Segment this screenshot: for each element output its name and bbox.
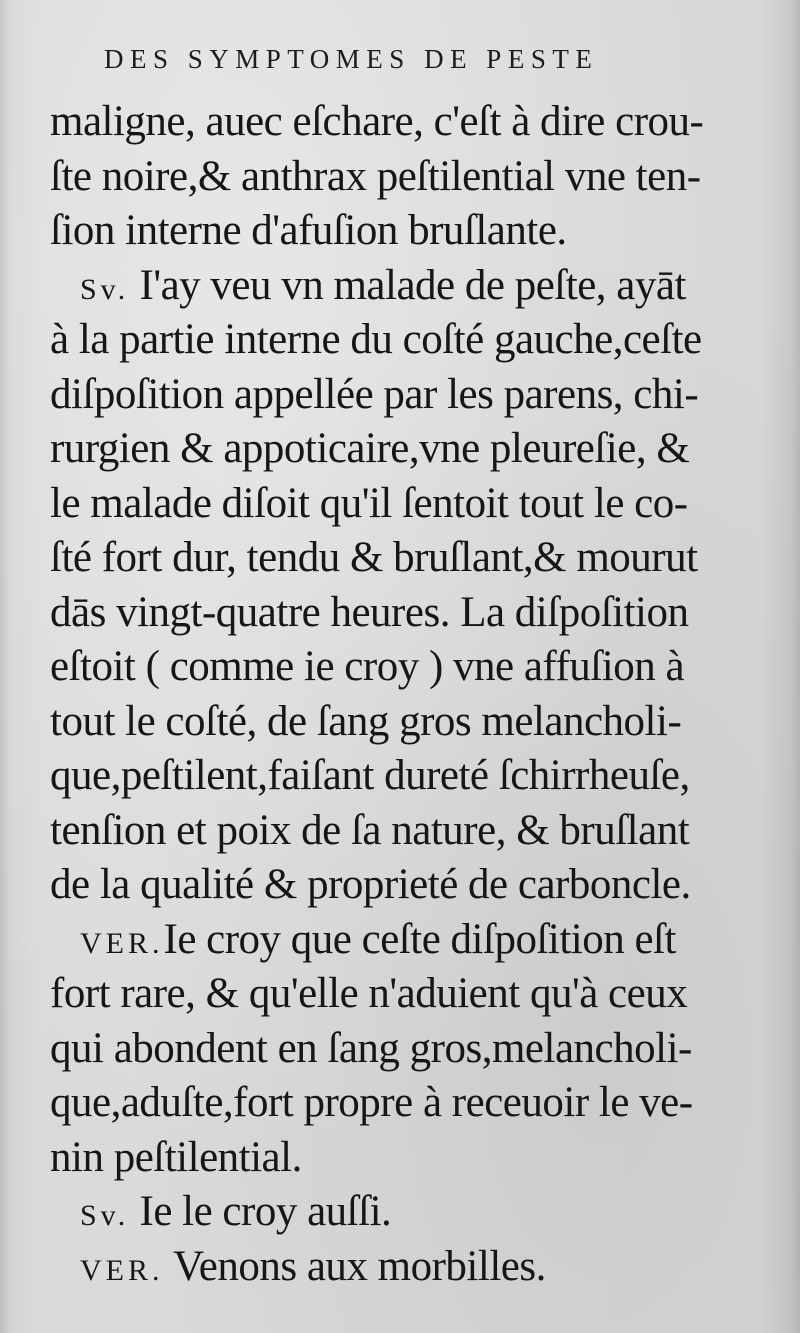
line-text: qui abondent en ſang gros,melancholi- <box>50 1024 692 1072</box>
running-head: DES SYMPTOMES DE PESTE <box>104 44 599 74</box>
line-text: ſté fort dur, tendu & bruſlant,& mourut <box>50 534 698 581</box>
text-line <box>50 1076 750 1131</box>
text-line <box>50 1022 750 1077</box>
text-line <box>50 204 750 259</box>
line-text: eſtoit ( comme ie croy ) vne affuſion à <box>50 643 685 690</box>
text-line <box>50 858 750 913</box>
text-line <box>50 695 750 750</box>
speaker-label: Sv. <box>80 1199 130 1232</box>
text-line <box>50 422 750 477</box>
text-line <box>50 368 750 423</box>
speaker-label: VER. <box>80 926 164 960</box>
body-text <box>50 95 750 1294</box>
text-line <box>50 259 750 314</box>
line-text: nin peſtilential. <box>50 1133 302 1181</box>
text-line <box>50 749 750 804</box>
speaker-label: VER. <box>80 1253 164 1287</box>
text-line <box>50 804 750 859</box>
line-text: fort rare, & qu'elle n'aduient qu'à ceux <box>50 970 688 1017</box>
line-text: diſpoſition appellée par les parens, chi- <box>50 370 699 418</box>
text-line <box>50 967 750 1022</box>
line-text: le malade diſoit qu'il ſentoit tout le co- <box>50 479 688 527</box>
line-text: I'ay veu vn malade de peſte, ayāt <box>129 261 686 309</box>
line-text: dās vingt-quatre heures. La diſpoſition <box>50 588 689 636</box>
line-text: ſte noire,& anthrax peſtilential vne ten- <box>50 152 701 200</box>
text-line <box>50 1185 750 1240</box>
line-text: rurgien & appoticaire,vne pleureſie, & <box>50 425 690 472</box>
text-line <box>50 313 750 368</box>
line-text: tenſion et poix de ſa nature, & bruſlant <box>50 806 690 854</box>
line-text: que,peſtilent,faiſant dureté ſchirrheuſe, <box>50 752 690 799</box>
line-text: Ie croy que ceſte diſpoſition eſt <box>163 915 676 963</box>
line-text: maligne, auec eſchare, c'eſt à dire crou- <box>50 98 704 145</box>
text-line <box>50 1131 750 1186</box>
text-line <box>50 586 750 641</box>
line-text: ſion interne d'afuſion bruſlante. <box>50 207 567 254</box>
text-line <box>50 531 750 586</box>
line-text: à la partie interne du coſté gauche,ceſte <box>50 316 702 363</box>
text-line <box>50 1240 750 1295</box>
text-line <box>50 640 750 695</box>
line-text: que,aduſte,fort propre à receuoir le ve- <box>50 1079 693 1126</box>
text-line <box>50 95 750 150</box>
text-line <box>50 150 750 205</box>
text-line <box>50 477 750 532</box>
speaker-label: Sv. <box>80 272 130 306</box>
line-text: Ie le croy auſſi. <box>129 1188 392 1235</box>
line-text: Venons aux morbilles. <box>163 1242 546 1290</box>
text-line <box>50 913 750 968</box>
line-text: tout le coſté, de ſang gros melancholi- <box>50 697 682 745</box>
line-text: de la qualité & proprieté de carboncle. <box>50 861 691 908</box>
